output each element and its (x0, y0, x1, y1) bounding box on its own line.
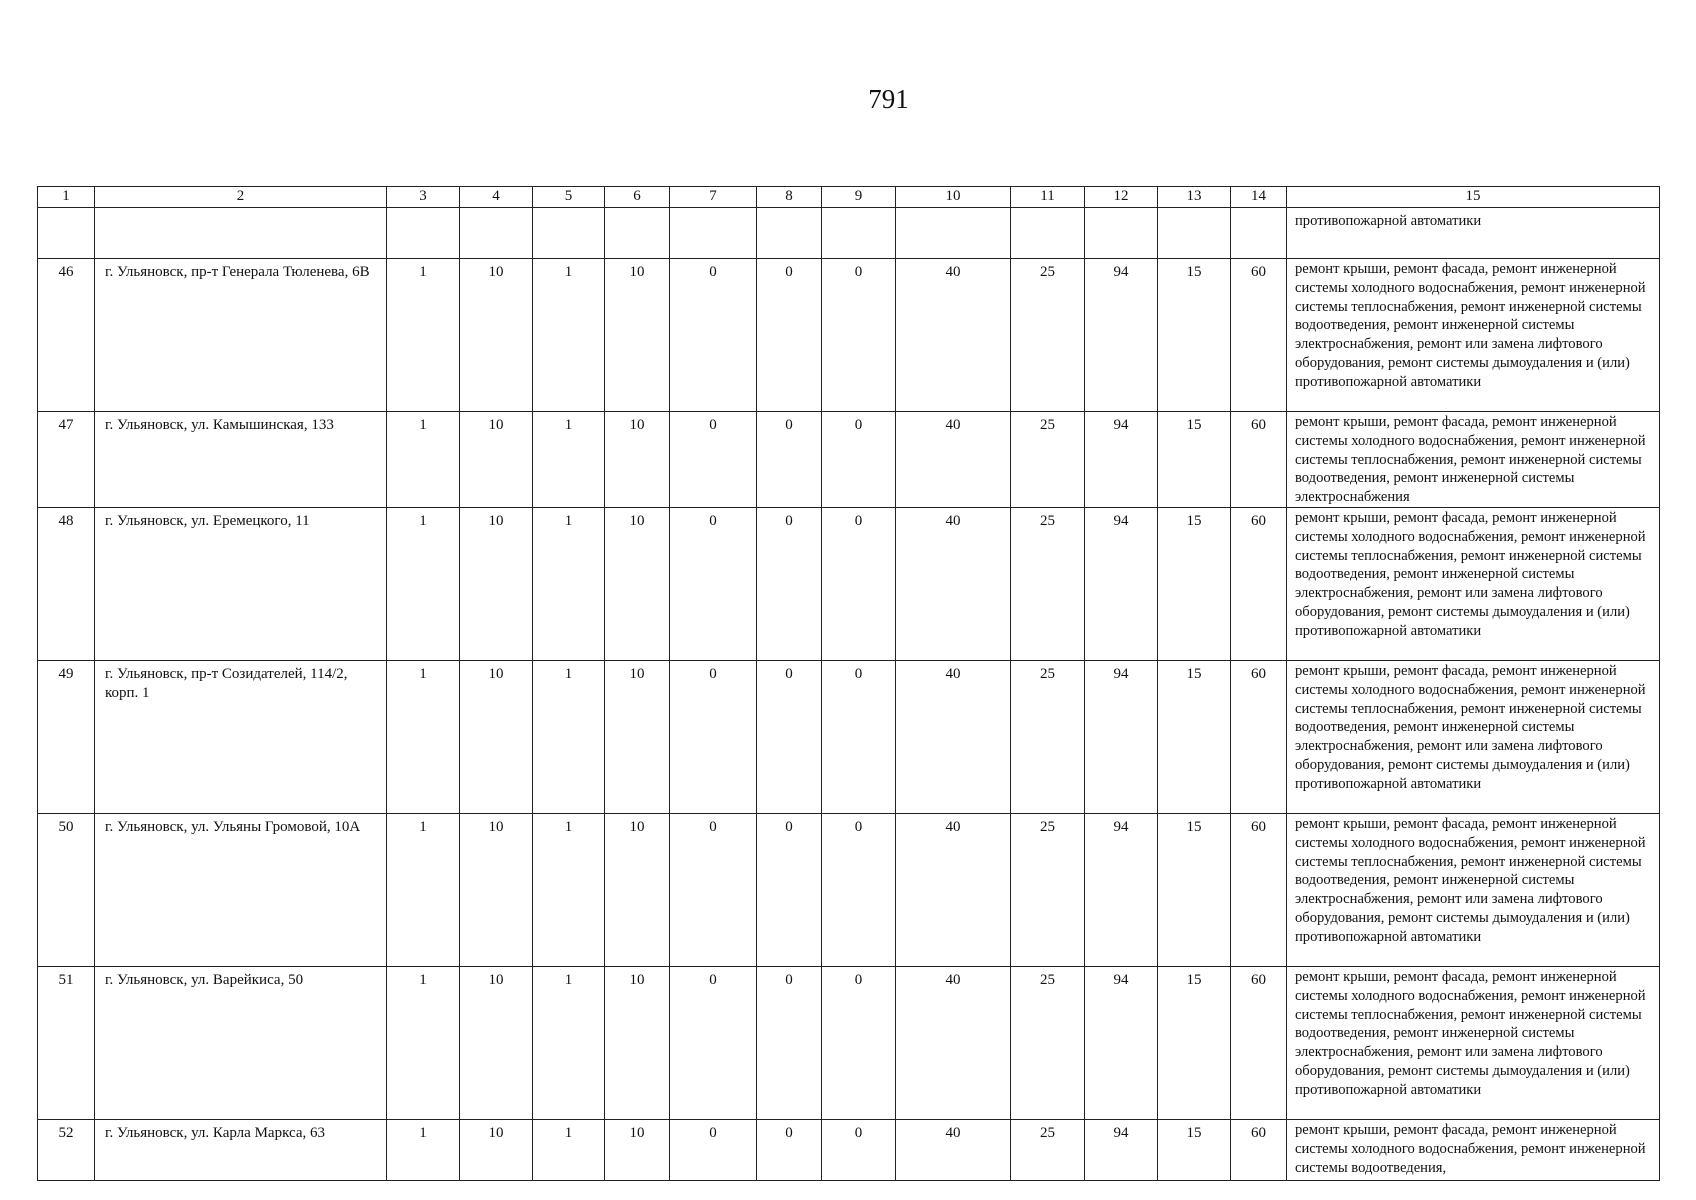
address-cell: г. Ульяновск, ул. Еремецкого, 11 (95, 507, 387, 660)
value-cell-c12: 94 (1085, 412, 1158, 508)
value-cell-c14: 60 (1231, 1119, 1287, 1180)
value-cell-c8: 0 (757, 259, 822, 412)
value-cell-c14: 60 (1231, 660, 1287, 813)
value-cell-c12: 94 (1085, 660, 1158, 813)
value-cell-c8: 0 (757, 412, 822, 508)
value-cell-c7: 0 (670, 1119, 757, 1180)
value-cell-c3: 1 (387, 507, 460, 660)
works-cell: ремонт крыши, ремонт фасада, ремонт инженерной системы холодного водоснабжения, ремонт инженерной системы теплоснабжения, ремонт инженерной системы водоотведения, ремонт инженерной системы электроснабжения, ремонт или замена лифтового оборудования, ремонт системы дымоудаления и (или) противопожарной автоматики (1287, 966, 1660, 1119)
value-cell-c3: 1 (387, 813, 460, 966)
column-number: 14 (1231, 187, 1287, 208)
value-cell-c13: 15 (1158, 1119, 1231, 1180)
value-cell-c9: 0 (822, 813, 896, 966)
value-cell-c8: 0 (757, 813, 822, 966)
works-cell: ремонт крыши, ремонт фасада, ремонт инженерной системы холодного водоснабжения, ремонт инженерной системы теплоснабжения, ремонт инженерной системы водоотведения, ремонт инженерной системы электроснабжения, ремонт или замена лифтового оборудования, ремонт системы дымоудаления и (или) противопожарной автоматики (1287, 813, 1660, 966)
value-cell-c3: 1 (387, 966, 460, 1119)
row-number: 48 (38, 507, 95, 660)
column-number: 6 (605, 187, 670, 208)
value-cell-c3: 1 (387, 1119, 460, 1180)
value-cell-c5: 1 (533, 1119, 605, 1180)
column-number: 7 (670, 187, 757, 208)
value-cell-c7: 0 (670, 660, 757, 813)
value-cell-c10: 40 (896, 660, 1011, 813)
value-cell-c9: 0 (822, 1119, 896, 1180)
value-cell-c6: 10 (605, 660, 670, 813)
value-cell-c4: 10 (460, 813, 533, 966)
column-number: 8 (757, 187, 822, 208)
value-cell-c9: 0 (822, 966, 896, 1119)
value-cell-c9: 0 (822, 259, 896, 412)
value-cell-c6: 10 (605, 813, 670, 966)
works-cell: ремонт крыши, ремонт фасада, ремонт инженерной системы холодного водоснабжения, ремонт инженерной системы теплоснабжения, ремонт инженерной системы водоотведения, ремонт инженерной системы электроснабжения, ремонт или замена лифтового оборудования, ремонт системы дымоудаления и (или) противопожарной автоматики (1287, 660, 1660, 813)
row-number: 47 (38, 412, 95, 508)
address-cell: г. Ульяновск, пр-т Генерала Тюленева, 6В (95, 259, 387, 412)
value-cell-c5: 1 (533, 412, 605, 508)
address-cell: г. Ульяновск, пр-т Созидателей, 114/2, корп. 1 (95, 660, 387, 813)
column-number: 1 (38, 187, 95, 208)
value-cell-c9: 0 (822, 412, 896, 508)
value-cell-c7: 0 (670, 813, 757, 966)
value-cell-c13: 15 (1158, 660, 1231, 813)
value-cell-c11: 25 (1011, 507, 1085, 660)
table-row (38, 507, 1660, 660)
page-number: 791 (868, 84, 909, 114)
works-continuation: противопожарной автоматики (1287, 208, 1660, 259)
table-row (38, 813, 1660, 966)
value-cell-c13: 15 (1158, 813, 1231, 966)
table-row (38, 259, 1660, 412)
value-cell-c4: 10 (460, 1119, 533, 1180)
value-cell-c4: 10 (460, 660, 533, 813)
value-cell-c12: 94 (1085, 507, 1158, 660)
continuation-row (38, 208, 1660, 259)
value-cell-c11: 25 (1011, 813, 1085, 966)
row-number: 46 (38, 259, 95, 412)
value-cell-c13: 15 (1158, 966, 1231, 1119)
value-cell-c7: 0 (670, 507, 757, 660)
value-cell-c8: 0 (757, 1119, 822, 1180)
value-cell-c3: 1 (387, 259, 460, 412)
value-cell-c4: 10 (460, 507, 533, 660)
value-cell-c11: 25 (1011, 660, 1085, 813)
column-number-row (38, 187, 1660, 208)
value-cell-c4: 10 (460, 412, 533, 508)
value-cell-c7: 0 (670, 412, 757, 508)
value-cell-c12: 94 (1085, 966, 1158, 1119)
value-cell-c6: 10 (605, 1119, 670, 1180)
value-cell-c14: 60 (1231, 966, 1287, 1119)
address-cell: г. Ульяновск, ул. Камышинская, 133 (95, 412, 387, 508)
works-cell: ремонт крыши, ремонт фасада, ремонт инженерной системы холодного водоснабжения, ремонт инженерной системы теплоснабжения, ремонт инженерной системы водоотведения, ремонт инженерной системы электроснабжения, ремонт или замена лифтового оборудования, ремонт системы дымоудаления и (или) противопожарной автоматики (1287, 507, 1660, 660)
value-cell-c7: 0 (670, 966, 757, 1119)
works-cell: ремонт крыши, ремонт фасада, ремонт инженерной системы холодного водоснабжения, ремонт инженерной системы теплоснабжения, ремонт инженерной системы водоотведения, ремонт инженерной системы электроснабжения, ремонт или замена лифтового оборудования, ремонт системы дымоудаления и (или) противопожарной автоматики (1287, 259, 1660, 412)
column-number: 10 (896, 187, 1011, 208)
value-cell-c10: 40 (896, 813, 1011, 966)
value-cell-c9: 0 (822, 660, 896, 813)
value-cell-c13: 15 (1158, 507, 1231, 660)
row-number: 52 (38, 1119, 95, 1180)
value-cell-c14: 60 (1231, 813, 1287, 966)
value-cell-c10: 40 (896, 1119, 1011, 1180)
row-number: 50 (38, 813, 95, 966)
works-cell: ремонт крыши, ремонт фасада, ремонт инженерной системы холодного водоснабжения, ремонт инженерной системы водоотведения, (1287, 1119, 1660, 1180)
row-number: 49 (38, 660, 95, 813)
column-number: 4 (460, 187, 533, 208)
address-cell: г. Ульяновск, ул. Варейкиса, 50 (95, 966, 387, 1119)
column-number: 15 (1287, 187, 1660, 208)
value-cell-c6: 10 (605, 412, 670, 508)
row-number: 51 (38, 966, 95, 1119)
value-cell-c14: 60 (1231, 507, 1287, 660)
value-cell-c6: 10 (605, 966, 670, 1119)
value-cell-c10: 40 (896, 259, 1011, 412)
value-cell-c11: 25 (1011, 412, 1085, 508)
table-row (38, 660, 1660, 813)
value-cell-c3: 1 (387, 412, 460, 508)
column-number: 12 (1085, 187, 1158, 208)
value-cell-c13: 15 (1158, 412, 1231, 508)
value-cell-c4: 10 (460, 259, 533, 412)
value-cell-c8: 0 (757, 966, 822, 1119)
column-number: 2 (95, 187, 387, 208)
column-number: 9 (822, 187, 896, 208)
value-cell-c10: 40 (896, 507, 1011, 660)
value-cell-c5: 1 (533, 813, 605, 966)
column-number: 13 (1158, 187, 1231, 208)
value-cell-c8: 0 (757, 660, 822, 813)
address-cell: г. Ульяновск, ул. Карла Маркса, 63 (95, 1119, 387, 1180)
column-number: 11 (1011, 187, 1085, 208)
value-cell-c10: 40 (896, 412, 1011, 508)
value-cell-c9: 0 (822, 507, 896, 660)
works-cell: ремонт крыши, ремонт фасада, ремонт инженерной системы холодного водоснабжения, ремонт инженерной системы теплоснабжения, ремонт инженерной системы водоотведения, ремонт инженерной системы электроснабжения (1287, 412, 1660, 508)
value-cell-c6: 10 (605, 507, 670, 660)
value-cell-c12: 94 (1085, 1119, 1158, 1180)
value-cell-c14: 60 (1231, 259, 1287, 412)
column-number: 5 (533, 187, 605, 208)
repair-program-table (37, 186, 1660, 1181)
value-cell-c8: 0 (757, 507, 822, 660)
value-cell-c7: 0 (670, 259, 757, 412)
value-cell-c12: 94 (1085, 259, 1158, 412)
value-cell-c4: 10 (460, 966, 533, 1119)
address-cell: г. Ульяновск, ул. Ульяны Громовой, 10А (95, 813, 387, 966)
column-number: 3 (387, 187, 460, 208)
table-row (38, 966, 1660, 1119)
value-cell-c13: 15 (1158, 259, 1231, 412)
value-cell-c5: 1 (533, 259, 605, 412)
value-cell-c11: 25 (1011, 1119, 1085, 1180)
value-cell-c11: 25 (1011, 966, 1085, 1119)
table-row (38, 1119, 1660, 1180)
value-cell-c10: 40 (896, 966, 1011, 1119)
value-cell-c5: 1 (533, 660, 605, 813)
value-cell-c5: 1 (533, 966, 605, 1119)
value-cell-c11: 25 (1011, 259, 1085, 412)
value-cell-c6: 10 (605, 259, 670, 412)
value-cell-c12: 94 (1085, 813, 1158, 966)
value-cell-c3: 1 (387, 660, 460, 813)
value-cell-c5: 1 (533, 507, 605, 660)
table-row (38, 412, 1660, 508)
value-cell-c14: 60 (1231, 412, 1287, 508)
